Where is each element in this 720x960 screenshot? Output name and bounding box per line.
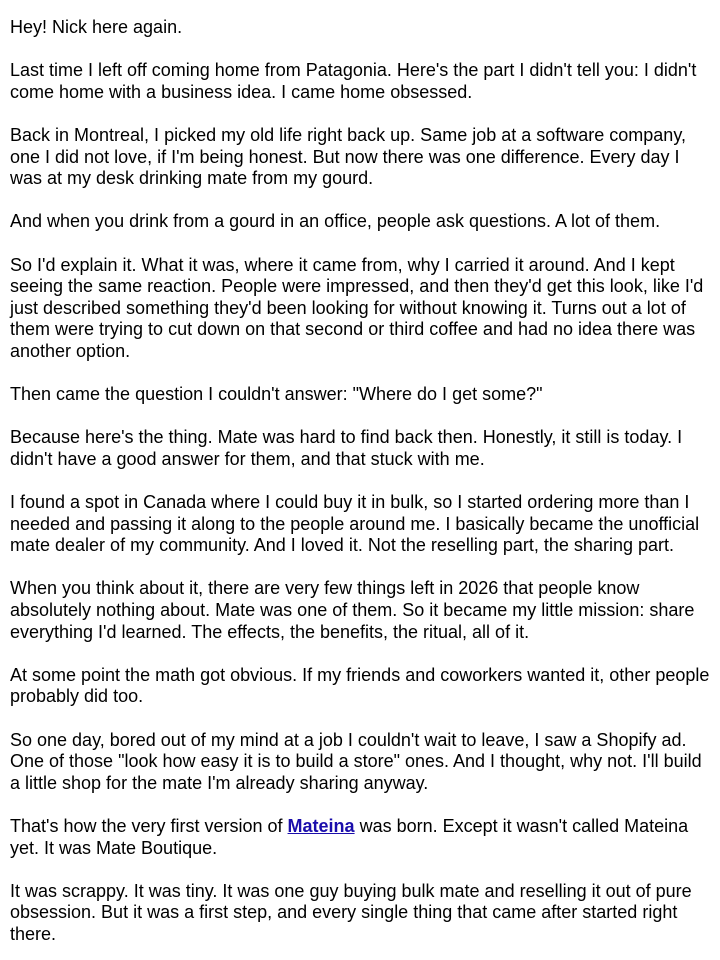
closing-paragraph: It was scrappy. It was tiny. It was one guy buying bulk mate and reselling it out of pure obsession. But it was a first step, and every single thing that came after started right there. [10,880,692,944]
body-paragraph: Then came the question I couldn't answer: "Where do I get some?" [10,384,543,405]
origin-text-after: was born. Except it wasn't called Mateina yet. It was Mate Boutique. [10,815,689,858]
mateina-link[interactable]: Mateina [287,815,355,836]
body-paragraph: And when you drink from a gourd in an office, people ask questions. A lot of them. [10,211,661,232]
body-paragraph: Last time I left off coming home from Patagonia. Here's the part I didn't tell you: I didn't come home with a business idea. I came home obsessed. [10,60,697,102]
body-paragraph: At some point the math got obvious. If my friends and coworkers wanted it, other people probably did too. [10,664,710,707]
body-paragraph: When you think about it, there are very few things left in 2026 that people know absolutely nothing about. Mate was one of them. So it became my little mission: share everything I'd learned. The effects, the benefits, the ritual, all of it. [10,578,695,642]
body-paragraph: Because here's the thing. Mate was hard to find back then. Honestly, it still is today. I didn't have a good answer for them, and that stuck with me. [10,427,683,469]
body-paragraph: I found a spot in Canada where I could buy it in bulk, so I started ordering more than I needed and passing it along to the people around me. I basically became the unofficial mate dealer of my community. And I loved it. Not the reselling part, the sharing part. [10,492,700,556]
body-paragraph: Back in Montreal, I picked my old life right back up. Same job at a software company, one I did not love, if I'm being honest. But now there was one difference. Every day I was at my desk drinking mate from my gourd. [10,124,686,189]
body-paragraph: So I'd explain it. What it was, where it came from, why I carried it around. And I kept seeing the same reaction. People were impressed, and then they'd get this look, like I'd just described something they'd been looking for without knowing it. Turns out a lot of them were trying to cut down on that second or third coffee and had no idea there was another option. [10,254,704,361]
origin-text-before: That's how the very first version of [10,815,288,836]
origin-paragraph [10,816,715,859]
greeting-paragraph: Hey! Nick here again. [10,17,183,37]
body-paragraph: So one day, bored out of my mind at a job I couldn't wait to leave, I saw a Shopify ad. One of those "look how easy it is to build a store" ones. And I thought, why not. I'll build a little shop for the mate I'm already sharing anyway. [10,729,702,793]
